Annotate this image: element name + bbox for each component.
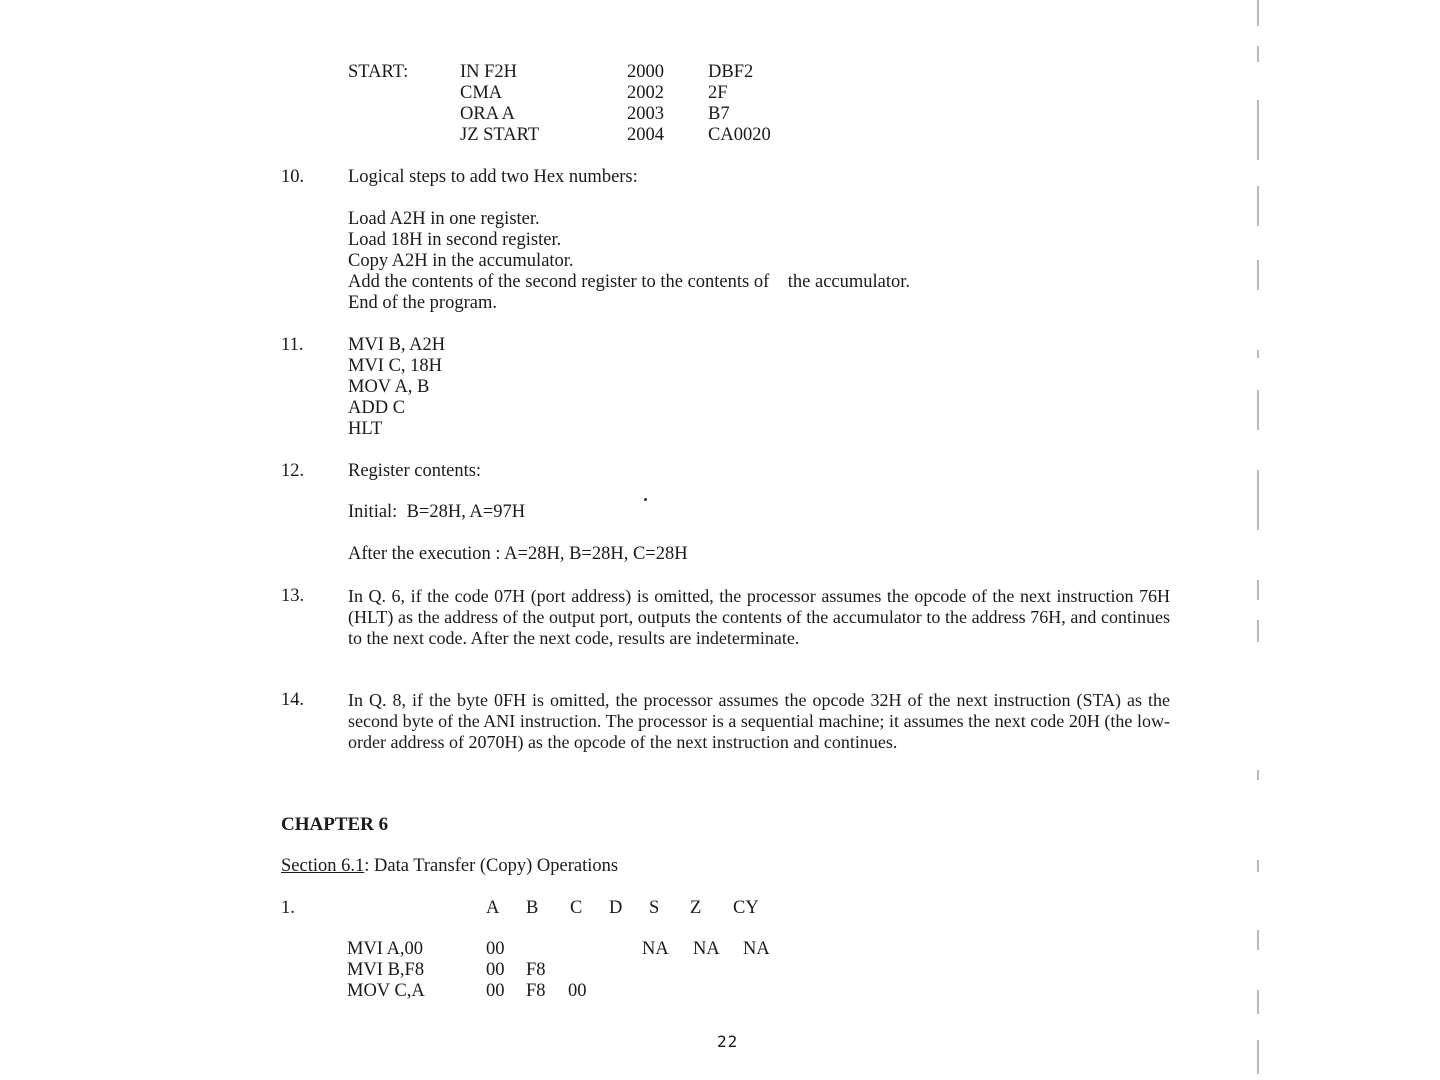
step-line: Load 18H in second register.: [348, 230, 562, 250]
code-line: HLT: [348, 419, 383, 439]
scan-edge: [1252, 0, 1266, 1080]
question-number: 1.: [281, 898, 295, 918]
scan-speck: [644, 498, 647, 501]
question-number: 14.: [281, 690, 305, 710]
program-addr: 2003: [627, 104, 664, 124]
program-instr: ORA A: [460, 104, 516, 124]
after-registers: After the execution : A=28H, B=28H, C=28H: [348, 544, 688, 564]
table-cell: 00: [486, 939, 505, 959]
step-line: Load A2H in one register.: [348, 209, 540, 229]
program-addr: 2000: [627, 62, 664, 82]
table-cell: F8: [526, 981, 546, 1001]
code-line: MVI C, 18H: [348, 356, 443, 376]
program-instr: JZ START: [460, 125, 540, 145]
table-cell: NA: [743, 939, 770, 959]
program-code: 2F: [708, 83, 728, 103]
column-header: B: [526, 898, 539, 918]
question-number: 13.: [281, 586, 305, 606]
code-line: MOV A, B: [348, 377, 430, 397]
table-cell: NA: [693, 939, 720, 959]
section-title: : Data Transfer (Copy) Operations: [364, 856, 619, 876]
table-cell: NA: [642, 939, 669, 959]
question-title: Logical steps to add two Hex numbers:: [348, 167, 638, 187]
question-number: 10.: [281, 167, 305, 187]
question-title: Register contents:: [348, 461, 482, 481]
table-row-instr: MOV C,A: [347, 981, 425, 1001]
code-line: MVI B, A2H: [348, 335, 446, 355]
program-addr: 2004: [627, 125, 664, 145]
program-addr: 2002: [627, 83, 664, 103]
program-instr: IN F2H: [460, 62, 518, 82]
column-header: Z: [690, 898, 702, 918]
answer-paragraph: In Q. 6, if the code 07H (port address) is omitted, the processor assumes the opcode of the next instruction 76H (HLT) as the address of the output port, outputs the contents of the accumulator to the address 76H, and continues to the next code. After the next code, results are indeterminate.: [348, 586, 1170, 648]
program-code: DBF2: [708, 62, 754, 82]
chapter-title: CHAPTER 6: [281, 814, 389, 835]
section-ref: Section 6.1: [281, 856, 365, 876]
table-cell: 00: [486, 981, 505, 1001]
program-instr: CMA: [460, 83, 503, 103]
program-code: B7: [708, 104, 730, 124]
start-label: START:: [348, 62, 409, 82]
table-row-instr: MVI B,F8: [347, 960, 425, 980]
column-header: C: [570, 898, 583, 918]
question-number: 12.: [281, 461, 305, 481]
column-header: A: [486, 898, 500, 918]
column-header: S: [649, 898, 660, 918]
answer-paragraph: In Q. 8, if the byte 0FH is omitted, the processor assumes the opcode 32H of the next instruction (STA) as the second byte of the ANI instruction. The processor is a sequential machine; it assumes the next code 20H (the low-order address of 2070H) as the opcode of the next instruction and continues.: [348, 690, 1170, 752]
code-line: ADD C: [348, 398, 406, 418]
program-code: CA0020: [708, 125, 771, 145]
step-line: End of the program.: [348, 293, 497, 313]
step-line: Copy A2H in the accumulator.: [348, 251, 574, 271]
initial-registers: Initial: B=28H, A=97H: [348, 502, 526, 522]
section-heading: [281, 856, 618, 877]
table-row-instr: MVI A,00: [347, 939, 424, 959]
table-cell: 00: [568, 981, 587, 1001]
page-number: 22: [717, 1032, 739, 1051]
table-cell: F8: [526, 960, 546, 980]
table-cell: 00: [486, 960, 505, 980]
question-number: 11.: [281, 335, 304, 355]
column-header: CY: [733, 898, 759, 918]
column-header: D: [609, 898, 623, 918]
step-line: Add the contents of the second register to the contents of the accumulator.: [348, 272, 911, 292]
